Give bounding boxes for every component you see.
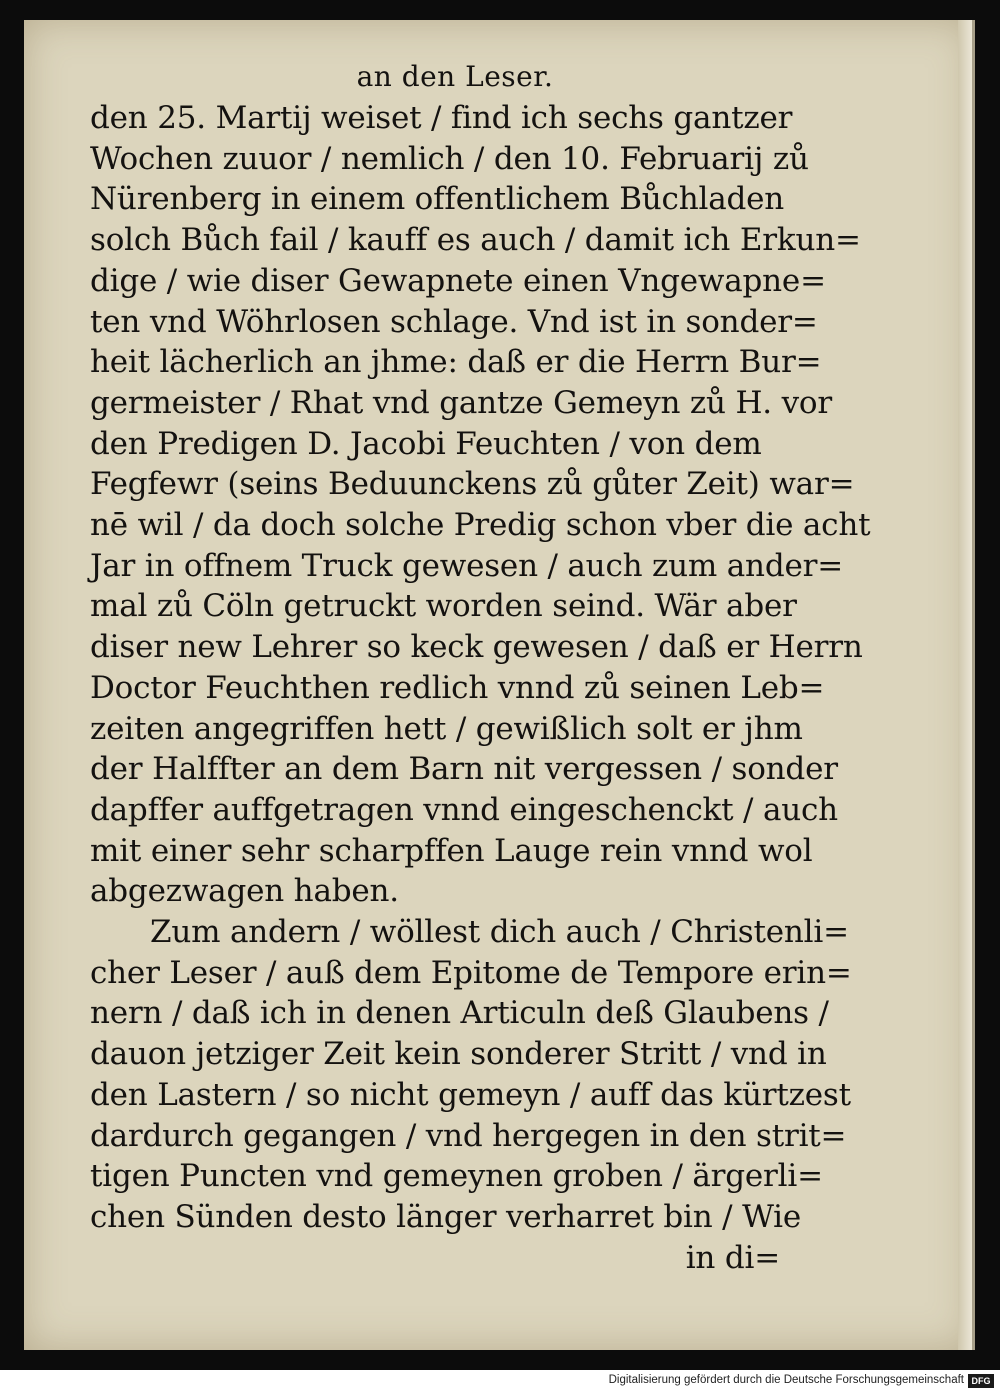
text-line: cher Leser / auß dem Epitome de Tempore erin=	[90, 954, 852, 991]
text-line: tigen Puncten vnd gemeynen groben / ärgerli=	[90, 1158, 823, 1195]
running-head: an den Leser.	[356, 60, 554, 93]
text-line: der Halffter an dem Barn nit vergessen / sonder	[90, 751, 838, 788]
text-line: Fegfewr (seins Beduunckens zů gůter Zeit) war=	[90, 466, 855, 503]
text-line: dardurch gegangen / vnd hergegen in den strit=	[90, 1117, 847, 1154]
page-edge	[958, 20, 972, 1350]
text-line: mal zů Cöln getruckt worden seind. Wär aber	[90, 588, 797, 625]
body-text	[90, 98, 871, 1238]
text-line: dauon jetziger Zeit kein sonderer Stritt / vnd in	[90, 1036, 827, 1073]
text-line: germeister / Rhat vnd gantze Gemeyn zů H. vor	[90, 384, 832, 421]
text-line: den 25. Martij weiset / find ich sechs gantzer	[90, 100, 793, 136]
text-line: solch Bůch fail / kauff es auch / damit ich Erkun=	[90, 222, 861, 259]
text-line: Jar in offnem Truck gewesen / auch zum ander=	[90, 547, 843, 584]
text-line: den Lastern / so nicht gemeyn / auff das kürtzest	[90, 1076, 851, 1113]
text-line: dige / wie diser Gewapnete einen Vngewapne=	[90, 262, 826, 299]
text-block	[90, 56, 871, 1278]
book-page	[24, 20, 975, 1350]
text-line: Doctor Feuchthen redlich vnnd zů seinen Leb=	[90, 669, 825, 706]
text-line: nē wil / da doch solche Predig schon vber die acht	[90, 507, 871, 544]
text-line: heit lächerlich an jhme: daß er die Herrn Bur=	[90, 344, 822, 381]
text-line: den Predigen D. Jacobi Feuchten / von dem	[90, 425, 762, 462]
text-line: Zum andern / wöllest dich auch / Christenli=	[150, 914, 849, 951]
footer-credit: Digitalisierung gefördert durch die Deutsche Forschungsgemeinschaft	[608, 1374, 964, 1386]
text-line: abgezwagen haben.	[90, 873, 399, 910]
text-line: mit einer sehr scharpffen Lauge rein vnnd wol	[90, 832, 813, 869]
text-line: ten vnd Wöhrlosen schlage. Vnd ist in sonder=	[90, 303, 818, 340]
text-line: chen Sünden desto länger verharret bin / Wie	[90, 1198, 802, 1235]
text-line: diser new Lehrer so keck gewesen / daß er Herrn	[90, 629, 863, 666]
dfg-logo: DFG	[968, 1374, 994, 1388]
text-line: dapffer auffgetragen vnnd eingeschenckt / auch	[90, 791, 838, 828]
text-line: Wochen zuuor / nemlich / den 10. Februarij zů	[90, 140, 809, 177]
text-line: zeiten angegriffen hett / gewißlich solt er jhm	[90, 710, 803, 747]
footer-bar	[0, 1370, 1000, 1393]
text-line: Nürenberg in einem offentlichem Bůchladen	[90, 181, 785, 218]
text-line: nern / daß ich in denen Articuln deß Glaubens /	[90, 995, 829, 1032]
catchword: in di=	[685, 1239, 780, 1276]
